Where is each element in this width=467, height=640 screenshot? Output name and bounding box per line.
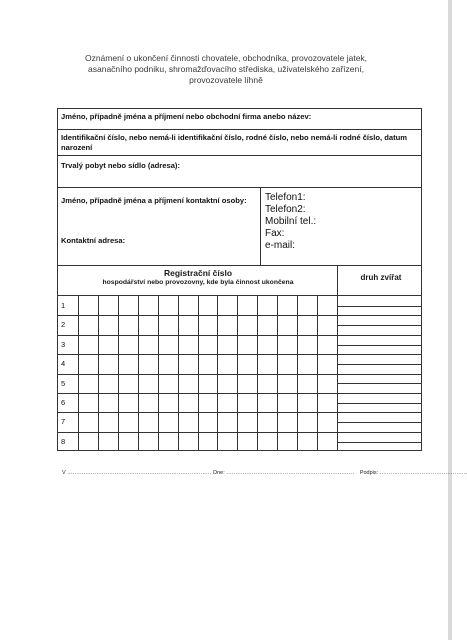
row-number: 6 [61,398,66,407]
phone2-label: Telefon2: [265,204,306,215]
id-field-label: Identifikační číslo, nebo nemá-li identifikační číslo, rodné číslo, nebo nemá-li rodné číslo, datum narození [61,133,408,152]
grid-row-line [58,412,421,413]
grid-row-line [58,335,421,336]
email-label: e-mail: [265,240,296,251]
grid-row-line [58,432,421,433]
grid-column-line [337,266,338,451]
grid-row-line [58,374,421,375]
registration-header [58,266,421,296]
name-field-row[interactable] [58,109,421,130]
contact-left-cell[interactable] [58,188,261,265]
name-field-label: Jméno, případně jména a příjmení nebo obchodní firma anebo název: [61,112,312,121]
id-field-row[interactable] [58,130,421,156]
residence-field-row[interactable] [58,156,421,188]
place-label: V [62,470,66,476]
signature-label: Podpis: [359,470,379,476]
registration-subtitle: hospodářství nebo provozovny, kde byla činnost ukončena [102,279,294,286]
row-number: 1 [61,301,66,310]
animal-type-line [337,364,421,365]
grid-row-line [58,315,421,316]
contact-row [58,188,421,266]
row-number: 4 [61,359,66,369]
row-number: 2 [61,320,66,330]
animal-type-header: druh zvířat [360,273,402,282]
animal-type-line [337,403,421,404]
registration-title: Registrační číslo [163,268,233,278]
contact-person-label: Jméno, případně jména a příjmení kontaktní osoby: [61,196,247,205]
animal-type-line [337,422,421,423]
page-edge [448,0,452,640]
animal-type-line [337,345,421,346]
mobile-label: Mobilní tel.: [265,216,317,227]
animal-type-line [337,306,421,307]
contact-address-label: Kontaktní adresa: [61,236,126,245]
title-line-2: asanačního podniku, shromažďovacího střediska, uživatelského zařízení, [88,64,364,74]
phone1-label: Telefon1: [265,192,306,203]
row-number: 7 [61,417,66,427]
title-line-1: Oznámení o ukončení činnosti chovatele, obchodníka, provozovatele jatek, [84,53,368,63]
date-label: Dne: [213,470,225,476]
animal-type-line [337,325,421,326]
signature-field[interactable]: ................................................ [379,470,467,476]
fax-label: Fax: [265,228,285,239]
document-title [40,53,412,86]
grid-row-line [58,393,421,394]
notification-form [57,108,422,451]
residence-field-label: Trvalý pobyt nebo sídlo (adresa): [61,161,180,170]
row-number: 3 [61,339,66,349]
place-field[interactable]: ............................................................................... [67,470,212,476]
title-line-3: provozovatele líhně [189,75,263,85]
row-number: 8 [61,436,66,446]
animal-type-line [337,383,421,384]
animal-type-line [337,442,421,443]
date-field[interactable]: ...................................................................... [226,470,355,476]
row-number: 5 [61,378,66,388]
grid-row-line [58,354,421,355]
signature-line [62,470,467,476]
